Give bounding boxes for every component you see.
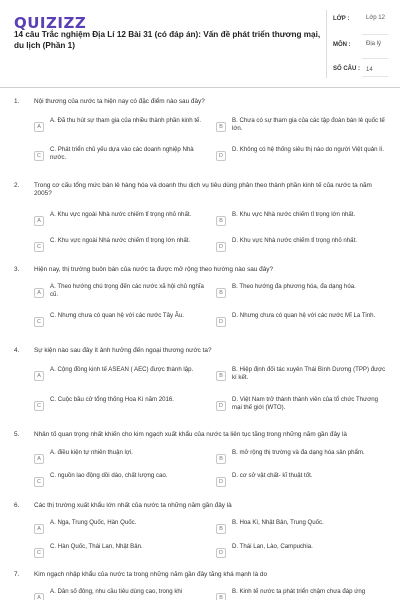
- subject-label: MÔN :: [333, 42, 351, 48]
- answer-option[interactable]: [216, 366, 390, 389]
- option-text: A. Theo hướng chú trọng đến các nước xã hội chủ nghĩa cũ.: [50, 283, 204, 299]
- worksheet-header: [0, 0, 400, 88]
- answer-option[interactable]: [34, 519, 208, 542]
- option-letter-box[interactable]: B: [216, 593, 226, 600]
- option-letter-box[interactable]: B: [216, 524, 226, 534]
- option-text: C. Nhưng chưa có quan hệ với các nước Tây Âu.: [50, 312, 184, 319]
- option-text: B. mở rộng thị trường và đa dạng hóa sản phẩm.: [232, 449, 365, 456]
- option-text: A. Dân số đông, nhu cầu tiêu dùng cao, trong khi: [50, 588, 183, 595]
- answer-option[interactable]: [34, 543, 208, 566]
- option-letter-box[interactable]: B: [216, 122, 226, 132]
- option-text: A. Nga, Trung Quốc, Hàn Quốc.: [50, 519, 137, 526]
- option-letter-box[interactable]: A: [34, 216, 44, 226]
- class-value: Lớp 12: [366, 15, 385, 21]
- answer-option[interactable]: [216, 472, 390, 495]
- answer-option[interactable]: [216, 211, 390, 234]
- quizizz-logo: QUIZIZZ: [14, 14, 87, 32]
- option-letter-box[interactable]: D: [216, 317, 226, 327]
- answer-option[interactable]: [216, 312, 390, 335]
- answer-option[interactable]: [216, 519, 390, 542]
- option-text: D. Không có hệ thống siêu thị nào do người Việt quản lí.: [232, 146, 384, 153]
- option-letter-box[interactable]: A: [34, 371, 44, 381]
- option-text: A. Khu vực ngoài Nhà nước chiếm tỉ trọng nhỏ nhất.: [50, 211, 192, 218]
- option-text: B. Hoa Kì, Nhật Bản, Trung Quốc.: [232, 519, 324, 526]
- option-letter-box[interactable]: D: [216, 242, 226, 252]
- option-text: B. Theo hướng đa phương hóa, đa dạng hóa.: [232, 283, 356, 290]
- answer-option[interactable]: [216, 146, 390, 169]
- answer-option[interactable]: [216, 117, 390, 140]
- question-number: 6.: [14, 502, 20, 509]
- option-letter-box[interactable]: D: [216, 401, 226, 411]
- option-letter-box[interactable]: C: [34, 317, 44, 327]
- answer-option[interactable]: [216, 543, 390, 566]
- option-text: A. Cộng đồng kinh tế ASEAN ( AEC) được thành lập.: [50, 366, 194, 373]
- question-text: Kim ngạch nhập khẩu của nước ta trong những năm gần đây tăng khá mạnh là do: [34, 571, 268, 578]
- option-letter-box[interactable]: A: [34, 593, 44, 600]
- option-text: D. Nhưng chưa có quan hệ với các nước Mĩ La Tinh.: [232, 312, 376, 319]
- answer-option[interactable]: [34, 588, 208, 600]
- question-number: 3.: [14, 266, 20, 273]
- option-letter-box[interactable]: B: [216, 216, 226, 226]
- option-text: D. Việt Nam trở thành thành viên của tổ chức Thương mại thế giới (WTO).: [232, 396, 378, 412]
- option-text: B. Hiệp định đối tác xuyên Thái Bình Dương (TPP) được kí kết.: [232, 366, 386, 382]
- question-number: 1.: [14, 98, 20, 105]
- option-letter-box[interactable]: A: [34, 122, 44, 132]
- header-divider: [326, 10, 327, 78]
- question-text: Các thị trường xuất khẩu lớn nhất của nước ta những năm gần đây là: [34, 502, 232, 509]
- answer-option[interactable]: [34, 312, 208, 335]
- option-letter-box[interactable]: B: [216, 454, 226, 464]
- answer-option[interactable]: [34, 449, 208, 472]
- question-text: Nội thương của nước ta hiện nay có đặc điểm nào sau đây?: [34, 98, 205, 105]
- question-count-value: 14: [366, 67, 373, 73]
- option-text: A. Đã thu hút sự tham gia của nhiều thành phần kinh tế.: [50, 117, 202, 124]
- subject-underline: [362, 58, 388, 59]
- answer-option[interactable]: [34, 211, 208, 234]
- subject-value: Địa lý: [366, 41, 382, 47]
- answer-option[interactable]: [34, 283, 208, 306]
- option-text: C. Phát triển chủ yếu dựa vào các doanh nghiệp Nhà nước.: [50, 146, 194, 162]
- question-number: 4.: [14, 347, 20, 354]
- question-number: 7.: [14, 571, 20, 578]
- answer-option[interactable]: [34, 472, 208, 495]
- answer-option[interactable]: [34, 396, 208, 419]
- answer-option[interactable]: [34, 237, 208, 260]
- option-text: C. Cuộc bầu cử tổng thống Hoa Kì năm 2016.: [50, 396, 174, 403]
- question-count-label: SỐ CÂU :: [333, 66, 360, 72]
- option-letter-box[interactable]: A: [34, 454, 44, 464]
- option-text: D. Khu vực Nhà nước chiếm tỉ trọng nhỏ nhất.: [232, 237, 357, 244]
- class-underline: [362, 34, 388, 35]
- option-text: C. nguồn lao động dồi dào, chất lượng cao.: [50, 472, 168, 479]
- option-letter-box[interactable]: A: [34, 288, 44, 298]
- option-letter-box[interactable]: D: [216, 548, 226, 558]
- question-text: Hiện nay, thị trường buôn bán của nước ta được mở rộng theo hướng nào sau đây?: [34, 266, 274, 273]
- option-text: A. điều kiện tự nhiên thuận lợi.: [50, 449, 133, 456]
- question-count-underline: [362, 76, 388, 77]
- question-text: Nhân tố quan trọng nhất khiến cho kim ngạch xuất khẩu của nước ta liên tục tăng trong những năm gần đây là: [34, 431, 347, 438]
- option-text: C. Khu vực ngoài Nhà nước chiếm tỉ trọng lớn nhất.: [50, 237, 191, 244]
- option-text: B. Chưa có sự tham gia của các tập đoàn bán lẻ quốc tế lớn.: [232, 117, 385, 133]
- option-letter-box[interactable]: C: [34, 151, 44, 161]
- option-letter-box[interactable]: D: [216, 151, 226, 161]
- option-letter-box[interactable]: C: [34, 242, 44, 252]
- option-letter-box[interactable]: B: [216, 288, 226, 298]
- option-text: D. Thái Lan, Lào, Campuchia.: [232, 543, 313, 550]
- option-letter-box[interactable]: D: [216, 477, 226, 487]
- worksheet-title: 14 câu Trắc nghiệm Địa Lí 12 Bài 31 (có đáp án): Vấn đề phát triển thương mại, du lịch (Phần 1): [14, 30, 321, 50]
- option-text: B. Kinh tế nước ta phát triển chậm chưa đáp ứng: [232, 588, 366, 595]
- option-text: C. Hàn Quốc, Thái Lan, Nhật Bản.: [50, 543, 143, 550]
- option-letter-box[interactable]: C: [34, 477, 44, 487]
- answer-option[interactable]: [216, 237, 390, 260]
- option-letter-box[interactable]: C: [34, 401, 44, 411]
- answer-option[interactable]: [34, 366, 208, 389]
- class-label: LỚP :: [333, 16, 350, 22]
- question-number: 5.: [14, 431, 20, 438]
- answer-option[interactable]: [216, 449, 390, 472]
- option-text: D. cơ sở vật chất- kĩ thuật tốt.: [232, 472, 313, 479]
- question-text: Sự kiện nào sau đây ít ảnh hưởng đến ngoại thương nước ta?: [34, 347, 212, 354]
- option-text: B. Khu vực Nhà nước chiếm tỉ trọng lớn nhất.: [232, 211, 356, 218]
- answer-option[interactable]: [216, 283, 390, 306]
- answer-option[interactable]: [216, 396, 390, 419]
- option-letter-box[interactable]: B: [216, 371, 226, 381]
- answer-option[interactable]: [34, 146, 208, 169]
- answer-option[interactable]: [216, 588, 390, 600]
- question-text: Trong cơ cấu tổng mức bán lẻ hàng hóa và doanh thu dịch vụ tiêu dùng phân theo thành phần kinh tế của nước ta năm 2005?: [34, 182, 372, 198]
- option-letter-box[interactable]: A: [34, 524, 44, 534]
- question-number: 2.: [14, 182, 20, 189]
- option-letter-box[interactable]: C: [34, 548, 44, 558]
- answer-option[interactable]: [34, 117, 208, 140]
